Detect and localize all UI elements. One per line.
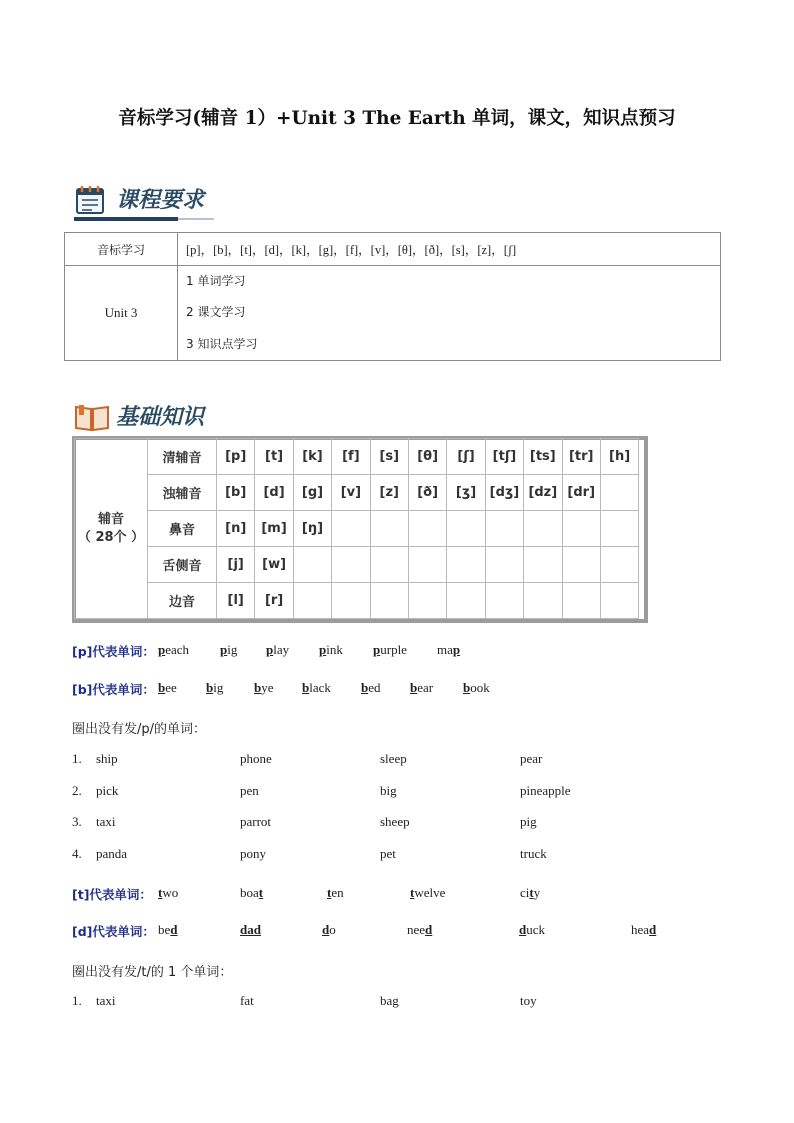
b-words-line: [72, 680, 722, 698]
exercise-word: parrot: [240, 814, 272, 830]
example-word: [519, 922, 545, 938]
word-suffix: ear: [417, 680, 434, 695]
highlighted-letter: t: [258, 885, 264, 900]
example-word: [158, 885, 178, 901]
page-title: 音标学习(辅音 1）+Unit 3 The Earth 单词，课文，知识点预习: [118, 108, 676, 129]
phoneme-cell: [n]: [217, 511, 255, 547]
category-cell: 浊辅音: [148, 475, 217, 511]
example-word: [437, 642, 460, 658]
word-suffix: uck: [526, 922, 546, 937]
category-cell: 清辅音: [148, 439, 217, 475]
word-prefix: hea: [631, 922, 650, 937]
example-word: [407, 922, 432, 938]
exercise-word: big: [380, 782, 397, 798]
phoneme-cell: [k]: [293, 439, 331, 475]
highlighted-letter: d: [425, 922, 433, 937]
phoneme-cell: [ŋ]: [293, 511, 331, 547]
highlighted-letter: d: [322, 922, 330, 937]
example-word: [158, 680, 177, 696]
consonant-chart: [74, 438, 639, 619]
phoneme-cell: [524, 511, 562, 547]
d-words-label: [d]代表单词：: [72, 924, 155, 939]
example-word: [206, 680, 223, 696]
word-suffix: en: [331, 885, 344, 900]
example-word: [410, 680, 433, 696]
phoneme-cell: [l]: [217, 583, 255, 619]
highlighted-letter: b: [361, 680, 369, 695]
phoneme-cell: [f]: [332, 439, 370, 475]
phoneme-cell: [600, 583, 638, 619]
phoneme-cell: [485, 547, 523, 583]
example-word: [158, 642, 189, 658]
highlighted-letter: d: [170, 922, 178, 937]
phoneme-cell: [562, 583, 600, 619]
exercise-word: panda: [96, 846, 128, 862]
word-prefix: boa: [240, 885, 259, 900]
phoneme-cell: [r]: [255, 583, 293, 619]
list-item: 1 单词学习: [186, 274, 246, 289]
row-label-unit: Unit 3: [65, 266, 178, 361]
phoneme-cell: [ts]: [524, 439, 562, 475]
example-word: [361, 680, 381, 696]
highlighted-letter: t: [529, 885, 534, 900]
highlighted-letter: d: [649, 922, 657, 937]
example-word: [327, 885, 344, 901]
phoneme-cell: [θ]: [408, 439, 446, 475]
word-suffix: ed: [368, 680, 381, 695]
exercise-word: pen: [240, 782, 259, 798]
example-word: [373, 642, 407, 658]
word-suffix: each: [165, 642, 190, 657]
phoneme-cell: [j]: [217, 547, 255, 583]
exercise-word: sleep: [380, 751, 407, 766]
exercise-number: 1.: [72, 993, 82, 1008]
phoneme-cell: [ʃ]: [447, 439, 485, 475]
example-word: [158, 922, 178, 938]
exercise-word: taxi: [96, 814, 116, 830]
word-suffix: lay: [273, 642, 290, 657]
category-cell: 边音: [148, 583, 217, 619]
phoneme-cell: [z]: [370, 475, 408, 511]
highlighted-letter: t: [158, 885, 163, 900]
highlighted-letter: t: [327, 885, 332, 900]
table-row: [75, 475, 639, 511]
phoneme-cell: [m]: [255, 511, 293, 547]
example-word: [322, 922, 336, 938]
word-suffix: y: [533, 885, 541, 900]
word-suffix: urple: [380, 642, 407, 657]
phoneme-cell: [v]: [332, 475, 370, 511]
table-row: [65, 233, 721, 266]
exercise-number: 3.: [72, 814, 82, 830]
course-requirements-table: [64, 232, 721, 361]
highlighted-letter: p: [373, 642, 381, 657]
section-heading-text: 基础知识: [116, 405, 205, 430]
highlighted-letter: b: [158, 680, 166, 695]
row-value-unit: [178, 266, 721, 361]
exercise-word: ship: [96, 751, 118, 766]
phoneme-cell: [332, 511, 370, 547]
phoneme-cell: [t]: [255, 439, 293, 475]
phoneme-cell: [g]: [293, 475, 331, 511]
highlighted-letter: b: [463, 680, 471, 695]
example-word: [520, 885, 540, 901]
example-word: [463, 680, 490, 696]
phoneme-cell: [447, 511, 485, 547]
highlighted-letter: p: [220, 642, 228, 657]
highlighted-letter: b: [254, 680, 262, 695]
phoneme-cell: [p]: [217, 439, 255, 475]
p-words-line: [72, 642, 722, 660]
phoneme-cell: [408, 511, 446, 547]
exercise-p-prompt: 圈出没有发/p/的单词：: [72, 722, 207, 737]
exercise-word: truck: [520, 846, 547, 862]
t-words-label: [t]代表单词：: [72, 887, 152, 902]
phoneme-cell: [332, 583, 370, 619]
list-item: 3 知识点学习: [186, 336, 258, 351]
p-words-label: [p]代表单词：: [72, 644, 155, 659]
example-word: [302, 680, 331, 696]
phoneme-cell: [370, 547, 408, 583]
example-word: [410, 885, 445, 901]
exercise-word: pet: [380, 846, 396, 862]
word-suffix: ig: [213, 680, 224, 695]
phoneme-cell: [tr]: [562, 439, 600, 475]
highlighted-letter: b: [302, 680, 310, 695]
word-suffix: wo: [162, 885, 179, 900]
exercise-word: bag: [380, 993, 399, 1008]
phoneme-cell: [370, 511, 408, 547]
exercise-word: pick: [96, 782, 119, 798]
phoneme-cell: [447, 547, 485, 583]
exercise-t-prompt: 圈出没有发/t/的 1 个单词：: [72, 965, 233, 980]
b-words-label: [b]代表单词：: [72, 682, 155, 697]
exercise-word: pineapple: [520, 782, 571, 798]
phoneme-cell: [332, 547, 370, 583]
exercise-number: 1.: [72, 751, 82, 766]
example-word: [240, 885, 263, 901]
row-value-phonetics: [p]，[b]，[t]，[d]，[k]，[g]，[f]，[v]，[θ]，[ð]，[s]，[z]，[ʃ]: [178, 233, 721, 266]
phoneme-cell: [600, 475, 638, 511]
exercise-word: taxi: [96, 993, 116, 1008]
phoneme-cell: [d]: [255, 475, 293, 511]
t-words-line: [72, 885, 722, 903]
word-prefix: ci: [520, 885, 530, 900]
example-word: [240, 922, 261, 938]
word-prefix: be: [158, 922, 171, 937]
phoneme-cell: [s]: [370, 439, 408, 475]
exercise-number: 2.: [72, 782, 82, 798]
phoneme-cell: [dʒ]: [485, 475, 523, 511]
heading-underline-light: [178, 218, 214, 220]
highlighted-letter: d: [519, 922, 527, 937]
highlighted-letter: b: [410, 680, 418, 695]
highlighted-letter: p: [319, 642, 327, 657]
phoneme-cell: [524, 583, 562, 619]
d-words-line: [72, 922, 722, 940]
phoneme-cell: [293, 583, 331, 619]
exercise-t-list: [72, 993, 722, 1023]
category-cell: 舌侧音: [148, 547, 217, 583]
phoneme-cell: [408, 583, 446, 619]
word-suffix: welve: [414, 885, 446, 900]
word-prefix: ma: [437, 642, 453, 657]
section-heading-text: 课程要求: [116, 188, 205, 213]
phoneme-cell: [370, 583, 408, 619]
highlighted-letter: p: [266, 642, 274, 657]
exercise-word: pig: [520, 814, 537, 830]
word-suffix: ig: [227, 642, 238, 657]
highlighted-letter: t: [410, 885, 415, 900]
phoneme-cell: [562, 511, 600, 547]
word-suffix: ink: [326, 642, 343, 657]
phoneme-cell: [447, 583, 485, 619]
exercise-word: sheep: [380, 814, 410, 830]
example-word: [266, 642, 289, 658]
phoneme-cell: [562, 547, 600, 583]
heading-underline: [74, 217, 178, 221]
example-word: [220, 642, 237, 658]
highlighted-letter: p: [158, 642, 166, 657]
phoneme-cell: [ð]: [408, 475, 446, 511]
table-row: [75, 439, 639, 475]
exercise-word: toy: [520, 993, 537, 1008]
phoneme-cell: [h]: [600, 439, 638, 475]
word-suffix: ye: [261, 680, 274, 695]
phoneme-cell: [485, 511, 523, 547]
list-item: 2 课文学习: [186, 305, 246, 320]
phoneme-cell: [b]: [217, 475, 255, 511]
word-suffix: lack: [309, 680, 331, 695]
notebook-icon: [74, 185, 108, 215]
group-label: 辅音: [97, 511, 124, 527]
exercise-word: pear: [520, 751, 543, 766]
example-word: [631, 922, 656, 938]
example-word: [319, 642, 343, 658]
highlighted-letter: b: [206, 680, 214, 695]
exercise-word: phone: [240, 751, 272, 766]
category-cell: 鼻音: [148, 511, 217, 547]
word-suffix: o: [329, 922, 336, 937]
highlighted-letter: p: [452, 642, 461, 657]
phoneme-cell: [ʒ]: [447, 475, 485, 511]
exercise-number: 4.: [72, 846, 82, 862]
phoneme-cell: [w]: [255, 547, 293, 583]
word-suffix: ee: [165, 680, 177, 695]
phoneme-cell: [tʃ]: [485, 439, 523, 475]
word-prefix: nee: [407, 922, 426, 937]
table-row: [75, 583, 639, 619]
word-suffix: ook: [470, 680, 490, 695]
phoneme-cell: [524, 547, 562, 583]
book-icon: [74, 402, 110, 432]
group-count: （ 28个 ）: [77, 529, 145, 545]
table-row: [75, 547, 639, 583]
phoneme-cell: [dz]: [524, 475, 562, 511]
consonant-group-cell: [75, 439, 148, 619]
exercise-word: pony: [240, 846, 266, 862]
row-label-phonetics: 音标学习: [65, 233, 178, 266]
phoneme-cell: [485, 583, 523, 619]
phoneme-cell: [600, 511, 638, 547]
table-row: [75, 511, 639, 547]
example-word: [254, 680, 274, 696]
phoneme-cell: [600, 547, 638, 583]
phoneme-cell: [dr]: [562, 475, 600, 511]
highlighted-letter: dad: [240, 922, 261, 937]
phoneme-cell: [408, 547, 446, 583]
table-row: [65, 266, 721, 361]
exercise-word: fat: [240, 993, 254, 1008]
phoneme-cell: [293, 547, 331, 583]
exercise-p-list: [72, 751, 722, 871]
